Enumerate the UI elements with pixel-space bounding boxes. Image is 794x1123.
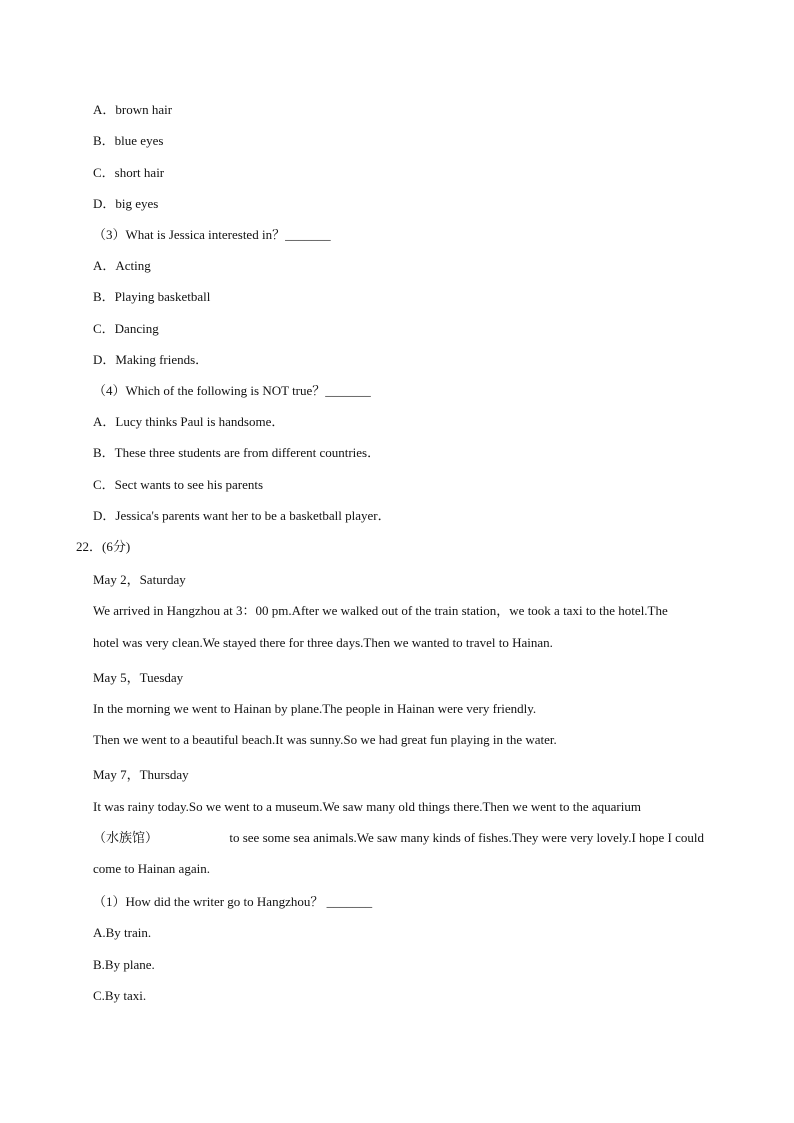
diary-paragraph-line: It was rainy today.So we went to a museum.We saw many old things there.Then we went to the aquarium <box>93 799 641 814</box>
option-c: C．short hair <box>93 165 165 180</box>
option-b: B.By plane. <box>93 957 155 972</box>
option-a: A．Lucy thinks Paul is handsome． <box>93 414 285 429</box>
diary-paragraph-line: come to Hainan again. <box>93 861 210 876</box>
option-d: D．big eyes <box>93 196 159 211</box>
question-number-22: 22．(6分) <box>76 539 131 554</box>
diary-date-heading: May 7，Thursday <box>93 767 189 782</box>
diary-paragraph-line: Then we went to a beautiful beach.It was sunny.So we had great fun playing in the water. <box>93 732 557 747</box>
question-3: （3）What is Jessica interested in？_______ <box>93 227 331 242</box>
question-1: （1）How did the writer go to Hangzhou？ _______ <box>93 894 373 909</box>
option-b: B．These three students are from different countries． <box>93 445 381 460</box>
option-d: D．Making friends． <box>93 352 209 367</box>
option-d: D．Jessica's parents want her to be a basketball player． <box>93 508 391 523</box>
option-b: B．blue eyes <box>93 133 164 148</box>
diary-paragraph-line <box>93 830 704 846</box>
aquarium-chinese-gloss: （水族馆） <box>93 830 159 845</box>
diary-paragraph-text: to see some sea animals.We saw many kinds of fishes.They were very lovely.I hope I could <box>229 830 704 845</box>
option-a: A.By train. <box>93 925 152 940</box>
diary-paragraph-line: We arrived in Hangzhou at 3：00 pm.After we walked out of the train station，we took a taxi to the hotel.The <box>93 603 668 618</box>
question-4: （4）Which of the following is NOT true？_______ <box>93 383 371 398</box>
option-b: B．Playing basketball <box>93 289 211 304</box>
diary-date-heading: May 5，Tuesday <box>93 670 184 685</box>
option-c: C．Dancing <box>93 321 159 336</box>
option-c: C.By taxi. <box>93 988 147 1003</box>
option-c: C．Sect wants to see his parents <box>93 477 264 492</box>
option-a: A．brown hair <box>93 102 173 117</box>
diary-paragraph-line: In the morning we went to Hainan by plane.The people in Hainan were very friendly. <box>93 701 537 716</box>
diary-paragraph-line: hotel was very clean.We stayed there for three days.Then we wanted to travel to Hainan. <box>93 635 553 650</box>
diary-date-heading: May 2，Saturday <box>93 572 186 587</box>
option-a: A．Acting <box>93 258 151 273</box>
